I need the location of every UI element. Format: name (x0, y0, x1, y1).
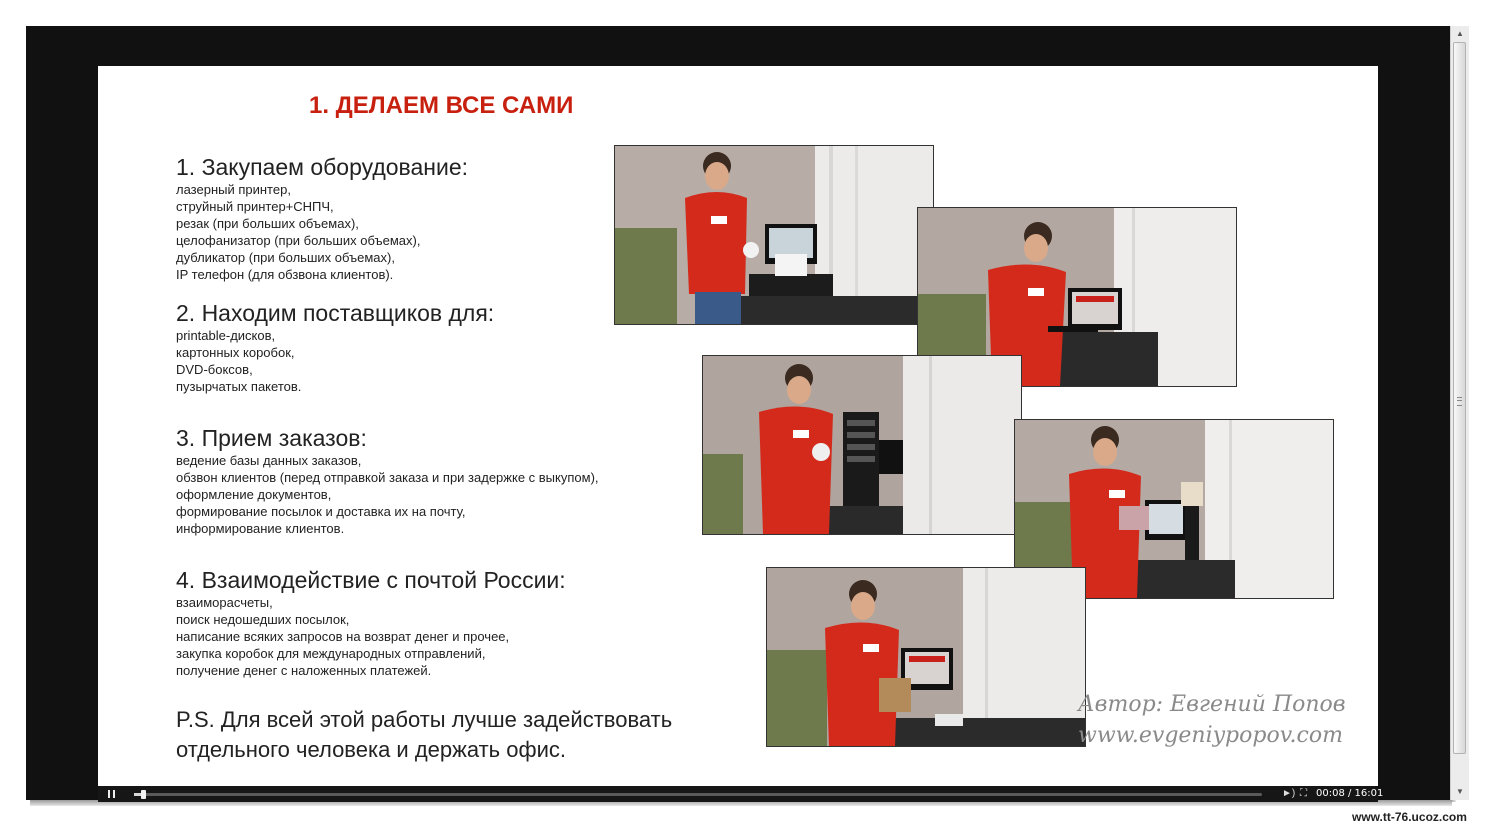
section-line: резак (при больших объемах), (176, 216, 359, 231)
section-heading: 2. Находим поставщиков для: (176, 300, 495, 326)
site-watermark: www.tt-76.ucoz.com (1352, 810, 1467, 824)
section-line: получение денег с наложенных платежей. (176, 663, 432, 678)
author-site: www.evgeniypopov.com (1078, 723, 1343, 748)
volume-icon[interactable]: ►) (1282, 788, 1296, 799)
section-line: поиск недошедших посылок, (176, 612, 350, 627)
section-equipment (176, 154, 468, 283)
section-line: картонных коробок, (176, 345, 295, 360)
author-signature (1078, 689, 1346, 751)
section-line: IP телефон (для обзвона клиентов). (176, 267, 394, 282)
section-line: написание всяких запросов на возврат денег и прочее, (176, 629, 510, 644)
photo-printer (614, 145, 934, 325)
section-heading: 4. Взаимодействие с почтой России: (176, 567, 566, 593)
seek-bar[interactable] (134, 793, 1262, 796)
section-line: ведение базы данных заказов, (176, 453, 362, 468)
section-orders (176, 425, 599, 537)
section-line: обзвон клиентов (перед отправкой заказа и при задержке с выкупом), (176, 470, 599, 485)
section-line: пузырчатых пакетов. (176, 379, 302, 394)
section-line: закупка коробок для международных отправлений, (176, 646, 486, 661)
section-suppliers (176, 300, 494, 395)
section-line: струйный принтер+СНПЧ, (176, 199, 334, 214)
pause-icon[interactable] (108, 790, 116, 798)
seek-handle[interactable] (141, 790, 146, 799)
section-heading: 3. Прием заказов: (176, 425, 367, 451)
vertical-scrollbar[interactable] (1450, 26, 1469, 800)
section-heading: 1. Закупаем оборудование: (176, 154, 469, 180)
fullscreen-icon[interactable]: ⛶ (1300, 788, 1307, 799)
ps-note (176, 705, 672, 765)
section-line: информирование клиентов. (176, 521, 345, 536)
section-line: целофанизатор (при больших объемах), (176, 233, 421, 248)
photo-duplicator (702, 355, 1022, 535)
scroll-up-arrow-icon[interactable]: ▲ (1456, 29, 1464, 38)
grip-icon (1457, 397, 1462, 406)
ps-line: отдельного человека и держать офис. (176, 737, 566, 762)
scroll-down-arrow-icon[interactable]: ▼ (1456, 787, 1464, 796)
section-line: дубликатор (при больших объемах), (176, 250, 395, 265)
player-controls (98, 786, 1384, 802)
time-display: 00:08 / 16:01 (1316, 788, 1384, 799)
video-slide (98, 66, 1378, 786)
section-line: формирование посылок и доставка их на почту, (176, 504, 466, 519)
section-line: DVD-боксов, (176, 362, 253, 377)
ps-line: P.S. Для всей этой работы лучше задействовать (176, 707, 673, 732)
slide-title: 1. ДЕЛАЕМ ВСЕ САМИ (309, 92, 574, 119)
section-line: лазерный принтер, (176, 182, 291, 197)
section-line: взаиморасчеты, (176, 595, 273, 610)
section-line: оформление документов, (176, 487, 332, 502)
section-line: printable-дисков, (176, 328, 276, 343)
section-post (176, 567, 566, 679)
author-name: Автор: Евгений Попов (1078, 692, 1346, 717)
photo-packing (766, 567, 1086, 747)
scrollbar-thumb[interactable] (1453, 42, 1466, 754)
